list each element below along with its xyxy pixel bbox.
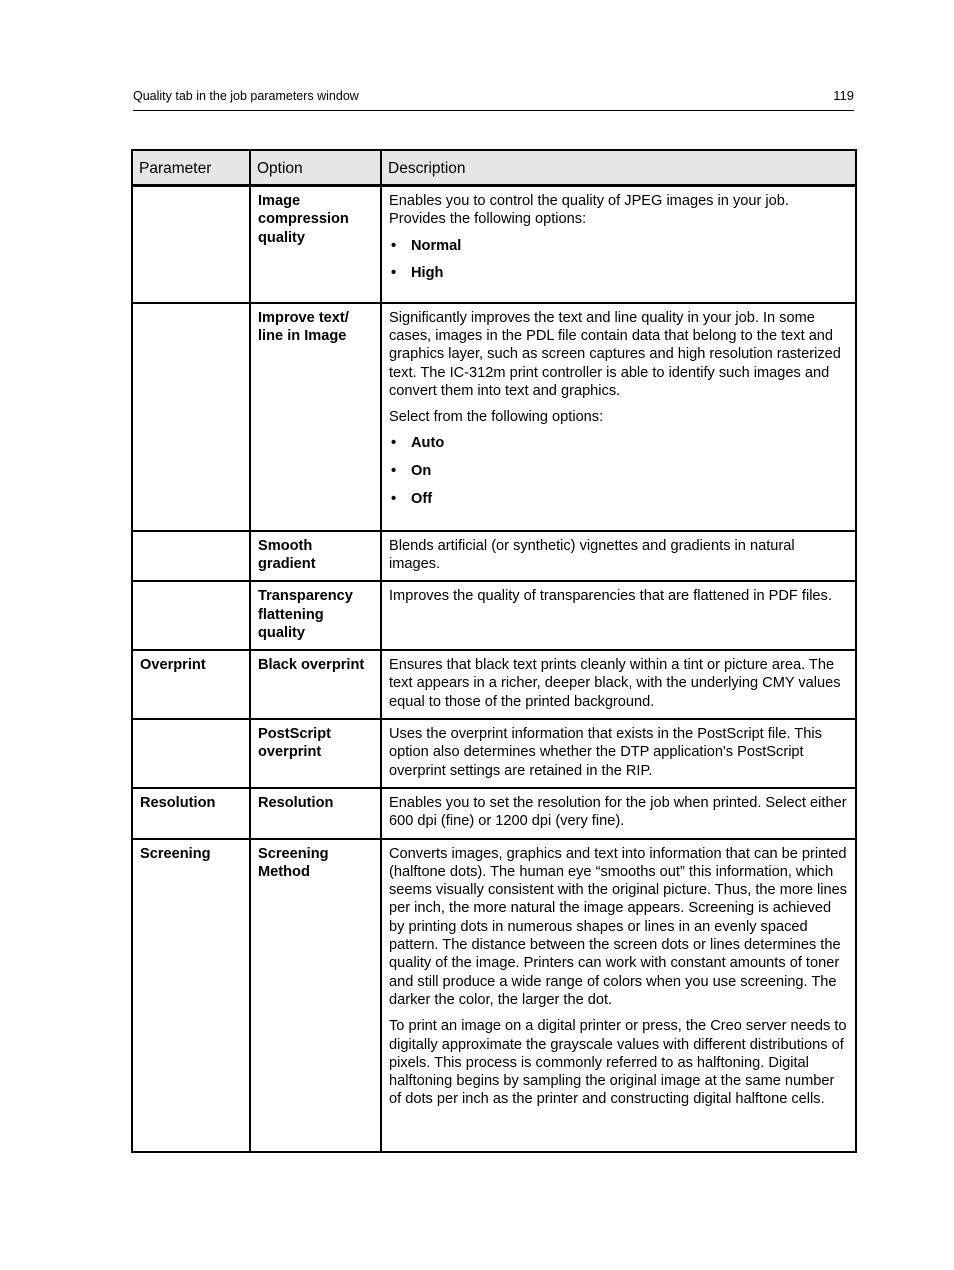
- bullet-icon: •: [391, 265, 397, 282]
- list-item: • High: [391, 265, 444, 282]
- description-cell: [381, 650, 856, 719]
- description-cell: [381, 186, 856, 303]
- table-row: [132, 650, 856, 719]
- description-paragraph: Enables you to set the resolution for the job when printed. Select either 600 dpi (fine) or 1200 dpi (very fine).: [389, 794, 847, 830]
- description-paragraph: To print an image on a digital printer or press, the Creo server needs to digitally approximate the grayscale values with different distributions of pixels. This process is commonly referred to as halftoning. Digital halftoning begins by sampling the original image at the same number of dots per inch as the printer and constructing digital halftone cells.: [389, 1018, 847, 1108]
- description-paragraph: Blends artificial (or synthetic) vignettes and gradients in natural images.: [389, 537, 795, 572]
- table-row: [132, 839, 856, 1152]
- bullet-icon: •: [391, 435, 397, 452]
- description-cell: [381, 581, 856, 650]
- option-cell: Smooth gradient: [250, 531, 381, 582]
- description-paragraph: Select from the following options:: [389, 409, 604, 426]
- parameters-table: [131, 149, 857, 1153]
- option-cell: Black overprint: [250, 650, 381, 719]
- column-header-description: Description: [381, 150, 856, 186]
- column-header-parameter: Parameter: [132, 150, 250, 186]
- parameter-cell: [132, 719, 250, 788]
- parameter-cell: [132, 581, 250, 650]
- parameter-cell: [132, 186, 250, 303]
- description-paragraph: Significantly improves the text and line quality in your job. In some cases, images in the PDL file contain data that belong to the text and graphics layer, such as screen captures and high resolution rasterized text. The IC-312m print controller is able to identify such images and convert them into text and graphics.: [389, 309, 841, 399]
- description-paragraph: Converts images, graphics and text into information that can be printed (halftone dots). The human eye “smooths out” this information, which seems visually consistent with the original picture. Thus, the more lines per inch, the more natural the image appears. Screening is achieved by printing dots in numerous shapes or lines in an evenly spaced pattern. The distance between the screen dots or lines determines the quality of the image. Printers can work with constant amounts of toner and still produce a wide range of colors when you use screening. The darker the color, the larger the dot.: [389, 845, 848, 1008]
- option-list: [389, 237, 848, 283]
- page-header: [133, 88, 854, 111]
- description-paragraph: Uses the overprint information that exists in the PostScript file. This option also determines whether the DTP application's PostScript overprint settings are retained in the RIP.: [389, 726, 822, 779]
- parameter-cell: [132, 303, 250, 531]
- page-number: 119: [833, 88, 854, 103]
- header-title: Quality tab in the job parameters window: [133, 89, 359, 103]
- option-cell: PostScript overprint: [250, 719, 381, 788]
- table-header-row: [132, 150, 856, 186]
- list-item: • Normal: [391, 237, 462, 254]
- table-row: [132, 581, 856, 650]
- table-row: [132, 788, 856, 839]
- description-cell: [381, 531, 856, 582]
- parameter-cell: Overprint: [132, 650, 250, 719]
- option-cell: Transparency flattening quality: [250, 581, 381, 650]
- parameter-cell: Screening: [132, 839, 250, 1152]
- table-row: [132, 303, 856, 531]
- option-cell: Improve text/ line in Image: [250, 303, 381, 531]
- option-cell: Image compression quality: [250, 186, 381, 303]
- table-row: [132, 186, 856, 303]
- option-cell: Resolution: [250, 788, 381, 839]
- bullet-icon: •: [391, 491, 397, 508]
- description-paragraph: Ensures that black text prints cleanly within a tint or picture area. The text appears in a richer, deeper black, with the underlying CMY values equal to those of the printed background.: [389, 657, 841, 710]
- parameter-cell: [132, 531, 250, 582]
- table-row: [132, 719, 856, 788]
- parameter-cell: Resolution: [132, 788, 250, 839]
- description-paragraph: Enables you to control the quality of JPEG images in your job. Provides the following options:: [389, 193, 789, 228]
- bullet-icon: •: [391, 237, 397, 254]
- description-paragraph: Improves the quality of transparencies that are flattened in PDF files.: [389, 588, 832, 605]
- option-list: [389, 434, 848, 508]
- description-cell: [381, 839, 856, 1152]
- bullet-icon: •: [391, 463, 397, 480]
- list-item: • Auto: [391, 435, 445, 452]
- description-cell: [381, 303, 856, 531]
- list-item: • Off: [391, 491, 433, 508]
- list-item: • On: [391, 463, 432, 480]
- table-row: [132, 531, 856, 582]
- description-cell: [381, 788, 856, 839]
- column-header-option: Option: [250, 150, 381, 186]
- option-cell: Screening Method: [250, 839, 381, 1152]
- description-cell: [381, 719, 856, 788]
